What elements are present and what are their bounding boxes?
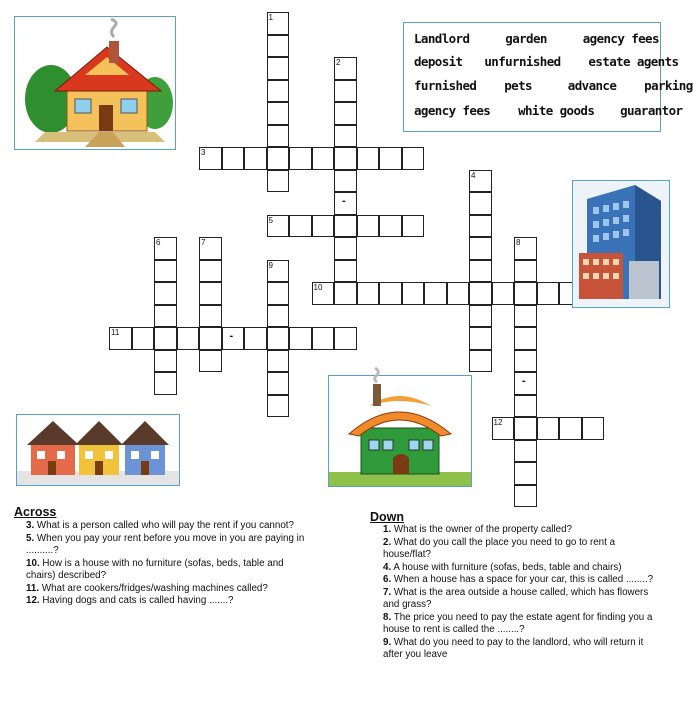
hyphen-mark: - [229,330,234,342]
grid-cell[interactable] [154,282,177,305]
word-bank-item: parking [644,78,693,93]
grid-cell[interactable] [469,192,492,215]
grid-cell[interactable] [334,80,357,103]
grid-cell[interactable] [312,147,335,170]
hyphen-mark: - [342,195,346,207]
grid-cell[interactable] [199,350,222,373]
across-heading: Across [14,505,57,519]
grid-cell[interactable] [514,462,537,485]
grid-cell[interactable] [154,305,177,328]
word-bank-row [414,31,659,46]
grid-cell[interactable] [199,260,222,283]
across-clue: 3. What is a person called who will pay the rent if you cannot? [26,520,294,531]
word-bank-item: pets [504,78,532,93]
grid-cell[interactable] [469,215,492,238]
grid-cell[interactable] [312,327,335,350]
word-bank-item: furnished [414,78,477,93]
grid-cell[interactable] [514,282,537,305]
grid-cell[interactable] [199,282,222,305]
word-bank-item: unfurnished [484,54,561,69]
grid-cell[interactable] [199,327,222,350]
grid-cell[interactable] [334,147,357,170]
grid-cell[interactable] [267,282,290,305]
clue-number: 4 [471,170,476,180]
row-houses-illustration [17,415,179,485]
across-clue: 12. Having dogs and cats is called having .......? [26,595,234,606]
grid-cell[interactable] [514,417,537,440]
grid-cell[interactable] [357,147,380,170]
grid-cell[interactable] [559,417,582,440]
grid-cell[interactable] [267,395,290,418]
clue-number: 9 [268,260,273,270]
grid-cell[interactable] [402,215,425,238]
across-clues [26,520,306,608]
grid-cell[interactable] [492,282,515,305]
down-clue: 8. The price you need to pay the estate agent for finding you a house to rent is called the ........? [383,611,653,635]
grid-cell[interactable] [222,147,245,170]
tower-picture [572,180,670,308]
clue-number: 6 [156,238,161,247]
clue-number: 10 [313,283,323,292]
grid-cell[interactable] [537,417,560,440]
grid-cell[interactable] [514,260,537,283]
row-houses-picture [16,414,180,486]
grid-cell[interactable] [267,372,290,395]
grid-cell[interactable] [267,170,290,193]
word-bank [403,22,693,132]
word-bank-item: garden [505,31,547,46]
grid-cell[interactable] [469,305,492,328]
grid-cell[interactable] [154,350,177,373]
grid-cell[interactable] [199,305,222,328]
grid-cell[interactable] [289,327,312,350]
clue-number: 8 [516,238,521,247]
clue-number: 2 [336,58,341,67]
grid-cell[interactable] [334,170,357,193]
across-clue: 11. What are cookers/fridges/washing machines called? [26,582,268,594]
grid-cell[interactable] [267,125,290,148]
grid-cell[interactable] [469,327,492,350]
down-clue: 2. What do you call the place you need to go to rent a house/flat? [383,536,616,560]
grid-cell[interactable] [582,417,605,440]
word-bank-item: deposit [414,54,463,69]
grid-cell[interactable] [514,440,537,463]
grid-cell[interactable] [312,215,335,238]
grid-cell[interactable] [267,305,290,328]
down-clue: 9. What do you need to pay to the landlord, who will return it after you leave [383,636,644,660]
clue-number: 3 [201,148,206,157]
grid-cell[interactable] [447,282,470,305]
word-bank-item: agency fees [414,103,491,118]
house-illustration [15,17,175,149]
grid-cell[interactable] [357,282,380,305]
grid-cell[interactable] [334,237,357,260]
word-bank-item: guarantor [620,103,683,118]
grid-cell[interactable] [132,327,155,350]
word-bank-item: estate agents [588,54,679,69]
grid-cell[interactable] [267,80,290,103]
clue-number: 11 [111,328,120,337]
grid-cell[interactable] [469,237,492,260]
down-clue: 1. What is the owner of the property called? [383,524,572,535]
grid-cell[interactable] [154,260,177,283]
word-bank-row [414,54,678,69]
grid-cell[interactable] [379,147,402,170]
clue-number: 1 [268,13,273,22]
clue-number: 5 [268,215,273,225]
grid-cell[interactable] [469,260,492,283]
clue-number: 7 [201,238,206,247]
grid-cell[interactable] [514,305,537,328]
grid-cell[interactable] [267,35,290,58]
word-bank-item: Landlord [414,31,470,46]
grid-cell[interactable] [267,350,290,373]
grid-cell[interactable] [267,147,290,170]
grid-cell[interactable] [154,327,177,350]
word-bank-row [414,78,693,93]
hyphen-mark: - [522,375,526,387]
grid-cell[interactable] [334,327,357,350]
grid-cell[interactable] [402,282,425,305]
grid-cell[interactable] [469,282,492,305]
down-clues [383,524,665,662]
grid-cell[interactable] [514,485,537,508]
grid-cell[interactable] [267,102,290,125]
grid-cell[interactable] [289,147,312,170]
grid-cell[interactable] [289,215,312,238]
green-house-picture [328,375,472,487]
grid-cell[interactable] [154,372,177,395]
word-bank-item: advance [567,78,617,93]
grid-cell[interactable] [267,57,290,80]
grid-cell[interactable] [379,215,402,238]
clue-number: 12 [493,418,503,427]
word-bank-row [414,103,682,118]
grid-cell[interactable] [469,350,492,373]
down-clue: 7. What is the area outside a house called, which has flowers and grass? [383,586,649,610]
down-clue: 6. When a house has a space for your car, this is called ........? [383,574,654,585]
grid-cell[interactable] [514,350,537,373]
grid-cell[interactable] [334,102,357,125]
down-clue: 4. A house with furniture (sofas, beds, table and chairs) [383,561,622,573]
grid-cell[interactable] [334,282,357,305]
grid-cell[interactable] [402,147,425,170]
grid-cell[interactable] [334,260,357,283]
grid-cell[interactable] [514,395,537,418]
across-clue: 5. When you pay your rent before you move in you are paying in ..........? [26,532,305,556]
grid-cell[interactable] [267,327,290,350]
grid-cell[interactable] [514,327,537,350]
grid-cell[interactable] [537,282,560,305]
grid-cell[interactable] [357,215,380,238]
grid-cell[interactable] [334,215,357,238]
grid-cell[interactable] [244,147,267,170]
grid-cell[interactable] [334,125,357,148]
grid-cell[interactable] [379,282,402,305]
green-house-illustration [329,376,471,486]
down-heading: Down [370,510,405,524]
tower-illustration [573,181,669,307]
grid-cell[interactable] [177,327,200,350]
word-bank-item: agency fees [582,31,659,46]
house-picture [14,16,176,150]
grid-cell[interactable] [244,327,267,350]
word-bank-item: white goods [518,103,595,118]
across-clue: 10. How is a house with no furniture (sofas, beds, table and chairs) described? [26,557,284,581]
grid-cell[interactable] [424,282,447,305]
